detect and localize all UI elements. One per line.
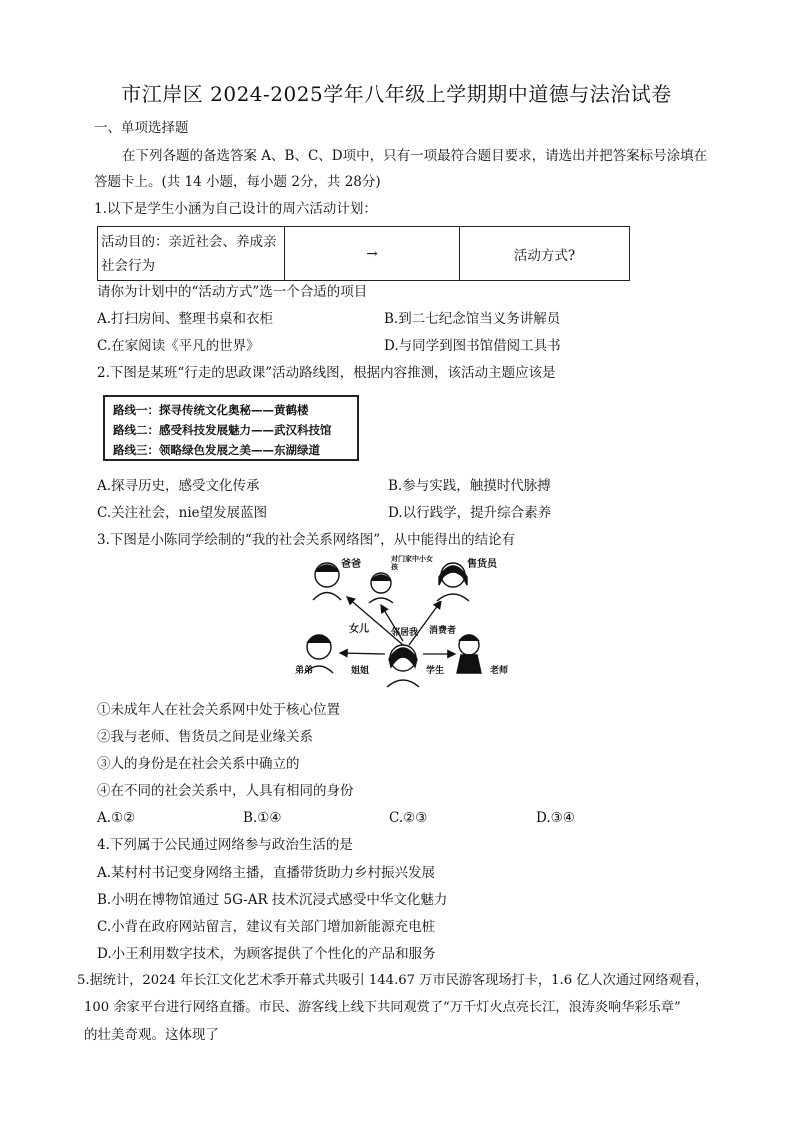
q5-line-2: 100 余家平台进行网络直播。市民、游客线上线下共同观赏了“万千灯火点亮长江，浪涛炎响华彩乐章” bbox=[84, 1000, 681, 1015]
q1-option-c[interactable]: C.在家阅读《平凡的世界》 bbox=[97, 338, 260, 354]
label-teacher: 老师 bbox=[490, 666, 509, 676]
q1-prompt: 请你为计划中的“活动方式”选一个合适的项目 bbox=[97, 284, 368, 300]
q1-option-b[interactable]: B.到二七纪念馆当义务讲解员 bbox=[384, 311, 561, 327]
q3-stem: 3.下图是小陈同学绘制的“我的社会关系网络图”，从中能得出的结论有 bbox=[97, 532, 516, 548]
clerk-figure bbox=[437, 563, 469, 601]
label-student: 学生 bbox=[426, 666, 445, 676]
q2-stem: 2.下图是某班“行走的思政课”活动路线图，根据内容推测，该活动主题应该是 bbox=[97, 365, 556, 381]
q2-option-a[interactable]: A.探寻历史，感受文化传承 bbox=[97, 478, 260, 494]
q2-route-1: 路线一：探寻传统文化奥秘——黄鹤楼 bbox=[113, 403, 309, 417]
q1-stem: 1.以下是学生小涵为自己设计的周六活动计划： bbox=[94, 201, 377, 217]
q2-option-d[interactable]: D.以行践学，提升综合素养 bbox=[388, 505, 552, 521]
q1-table-purpose-line-2: 社会行为 bbox=[101, 257, 155, 274]
label-clerk: 售货员 bbox=[467, 559, 497, 570]
q3-social-network-figure bbox=[295, 555, 535, 690]
arrow-to-brother bbox=[340, 653, 385, 654]
q1-option-a[interactable]: A.打扫房间、整理书桌和衣柜 bbox=[97, 311, 274, 327]
q4-stem: 4.下列属于公民通过网络参与政治生活的是 bbox=[97, 837, 353, 853]
q3-option-a[interactable]: A.①② bbox=[97, 810, 136, 826]
instructions-line-2: 答题卡上。(共 14 小题，每小题 2分，共 28分) bbox=[94, 174, 381, 190]
q4-option-a[interactable]: A.某村村书记变身网络主播，直播带货助力乡村振兴发展 bbox=[97, 865, 436, 881]
q4-option-c[interactable]: C.小背在政府网站留言，建议有关部门增加新能源充电桩 bbox=[97, 919, 436, 935]
q3-option-d[interactable]: D.③④ bbox=[536, 810, 575, 826]
neighbor-kid-figure bbox=[369, 573, 393, 603]
q1-table-purpose-cell bbox=[98, 227, 285, 281]
q5-line-1: 5.据统计，2024 年长江文化艺术季开幕式共吸引 144.67 万市民游客现场打卡，1.6 亿人次通过网络观看， bbox=[77, 973, 709, 988]
label-dad: 爸爸 bbox=[341, 559, 361, 570]
arrow-to-clerk bbox=[409, 601, 441, 645]
q2-route-box bbox=[103, 395, 359, 461]
label-neighbor-kid-wrap bbox=[391, 555, 433, 571]
q3-option-b[interactable]: B.①④ bbox=[243, 810, 282, 826]
sister-figure bbox=[387, 645, 419, 687]
q1-table-method-cell: 活动方式? bbox=[460, 227, 630, 281]
q4-option-b[interactable]: B.小明在博物馆通过 5G-AR 技术沉浸式感受中华文化魅力 bbox=[97, 892, 448, 908]
q3-statement-4: ④在不同的社会关系中，人具有相同的身份 bbox=[97, 783, 354, 799]
label-sister: 姐姐 bbox=[351, 666, 370, 676]
dad-figure bbox=[313, 563, 341, 600]
q2-option-b[interactable]: B.参与实践，触摸时代脉搏 bbox=[388, 478, 551, 494]
label-consumer: 消费者 bbox=[429, 626, 457, 636]
q3-statement-3: ③人的身份是在社会关系中确立的 bbox=[97, 756, 300, 772]
q1-option-d[interactable]: D.与同学到图书馆借阅工具书 bbox=[384, 338, 561, 354]
teacher-figure bbox=[457, 635, 481, 673]
q5-line-3: 的壮美奇观。这体现了 bbox=[84, 1027, 219, 1043]
q1-activity-table bbox=[97, 226, 630, 281]
page-title: 市江岸区 2024-2025学年八年级上学期期中道德与法治试卷 bbox=[121, 82, 672, 106]
q3-statement-2: ②我与老师、售货员之间是业缘关系 bbox=[97, 729, 313, 745]
q1-table-purpose-line-1: 活动目的：亲近社会、养成亲 bbox=[101, 233, 277, 250]
q2-option-c[interactable]: C.关注社会，nie望发展蓝图 bbox=[97, 505, 268, 521]
label-brother: 弟弟 bbox=[295, 666, 314, 676]
label-neighbor-kid: 对门家中小女孩 bbox=[391, 555, 433, 571]
q3-statement-1: ①未成年人在社会关系网中处于核心位置 bbox=[97, 702, 340, 718]
q3-option-c[interactable]: C.②③ bbox=[389, 810, 428, 826]
section-heading: 一、单项选择题 bbox=[94, 120, 189, 136]
label-neighbor: 邻居我 bbox=[391, 628, 419, 638]
q2-route-2: 路线二：感受科技发展魅力——武汉科技馆 bbox=[113, 423, 332, 437]
q1-table-arrow-cell: → bbox=[285, 227, 460, 281]
instructions-line-1: 在下列各题的备选答案 A、B、C、D项中，只有一项最符合题目要求，请选出并把答案标号涂填在 bbox=[122, 148, 708, 164]
label-daughter: 女儿 bbox=[349, 624, 369, 635]
q4-option-d[interactable]: D.小王利用数字技术，为顾客提供了个性化的产品和服务 bbox=[97, 946, 436, 962]
q2-route-3: 路线三：领略绿色发展之美——东湖绿道 bbox=[113, 443, 320, 457]
